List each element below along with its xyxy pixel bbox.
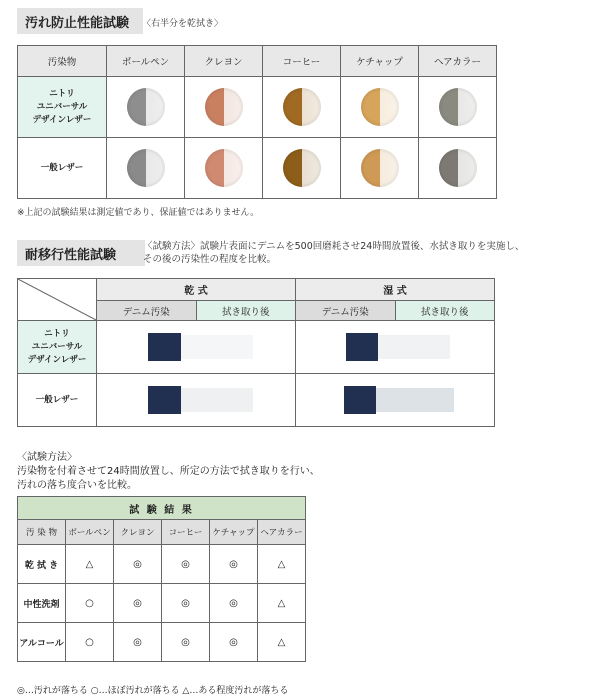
stain-swatch (283, 149, 321, 187)
row-header-nitori (18, 321, 97, 374)
row-label-line: 一般レザー (35, 394, 79, 405)
result-cell: ◎ (162, 623, 210, 662)
stain-test-heading (17, 8, 143, 34)
row-label-line: ニトリ (44, 328, 70, 339)
result-cell: ◎ (114, 623, 162, 662)
result-cell: ◎ (162, 545, 210, 584)
result-method (17, 451, 320, 493)
stain-swatch (439, 88, 477, 126)
swatch-cell (419, 138, 497, 199)
migration-test-title: 耐移行性能試験 (25, 247, 117, 263)
swatch-cell (185, 77, 263, 138)
diagonal-line (18, 279, 96, 320)
row-header: 中性洗剤 (18, 584, 66, 623)
column-header: クレヨン (114, 520, 162, 545)
stain-swatch (127, 88, 165, 126)
result-cell: △ (258, 545, 306, 584)
stain-test-note: 〈右半分を乾拭き〉 (142, 19, 224, 29)
result-cell: ◎ (210, 623, 258, 662)
result-cell: △ (258, 584, 306, 623)
stain-swatch (127, 149, 165, 187)
method-line: 〈試験方法〉試験片表面にデニムを500回磨耗させ24時間放置後、水拭き取りを実施し、 (143, 241, 525, 252)
stain-test-disclaimer: ※上記の試験結果は測定値であり、保証値ではありません。 (17, 208, 260, 218)
stain-swatch (361, 149, 399, 187)
row-header-nitori (18, 77, 107, 138)
wiped-sample (181, 388, 253, 412)
swatch-cell (419, 77, 497, 138)
column-header: 汚 染 物 (18, 520, 66, 545)
group-wet: 湿 式 (296, 279, 495, 301)
swatch-cell (341, 77, 419, 138)
wet-result-cell (296, 321, 495, 374)
result-cell: ○ (66, 623, 114, 662)
table-row (18, 138, 497, 199)
dry-result-cell (97, 374, 296, 427)
stain-swatch (283, 88, 321, 126)
table-row (18, 623, 306, 662)
results-title-row (18, 497, 306, 520)
table-row (18, 545, 306, 584)
result-cell: ◎ (210, 545, 258, 584)
method-line: その後の汚染性の程度を比較。 (143, 254, 277, 265)
results-legend: ◎…汚れが落ちる ○…ほぼ汚れが落ちる △…ある程度汚れが落ちる (17, 686, 289, 696)
column-header: コーヒー (263, 46, 341, 77)
wiped-sample (378, 335, 450, 359)
wiped-sample (181, 335, 253, 359)
stain-test-title: 汚れ防止性能試験 (25, 15, 130, 31)
wiped-sample (376, 388, 454, 412)
subheader-wiped-dry: 拭き取り後 (196, 301, 296, 321)
stain-test-header-row (18, 46, 497, 77)
results-title: 試 験 結 果 (18, 497, 306, 520)
row-header: アルコール (18, 623, 66, 662)
row-label-line: デザインレザー (32, 114, 92, 125)
subheader-denim-wet: デニム汚染 (296, 301, 396, 321)
results-table (17, 496, 306, 662)
row-label-line: ユニバーサル (31, 341, 83, 352)
row-label-line: 一般レザー (40, 162, 84, 173)
result-cell: ◎ (114, 584, 162, 623)
column-header: ケチャップ (210, 520, 258, 545)
swatch-cell (263, 138, 341, 199)
row-header-general (18, 138, 107, 199)
group-dry: 乾 式 (97, 279, 296, 301)
dry-result-cell (97, 321, 296, 374)
migration-test-heading (17, 240, 145, 266)
method-line: 汚れの落ち度合いを比較。 (17, 480, 137, 491)
wet-result-cell (296, 374, 495, 427)
table-row (18, 77, 497, 138)
method-line: 汚染物を付着させて24時間放置し、所定の方法で拭き取りを行い、 (17, 466, 320, 477)
row-header: 乾 拭 き (18, 545, 66, 584)
denim-sample (344, 386, 376, 414)
stain-swatch (439, 149, 477, 187)
result-cell: ○ (66, 584, 114, 623)
column-header: ボールペン (107, 46, 185, 77)
column-header: ヘアカラー (258, 520, 306, 545)
swatch-cell (263, 77, 341, 138)
row-label-line: ユニバーサル (36, 101, 88, 112)
stain-swatch (361, 88, 399, 126)
column-header: ケチャップ (341, 46, 419, 77)
denim-sample (148, 333, 181, 361)
row-header-general (18, 374, 97, 427)
row-label-line: ニトリ (49, 88, 75, 99)
result-cell: △ (66, 545, 114, 584)
table-row (18, 321, 495, 374)
swatch-cell (107, 138, 185, 199)
corner-diagonal-cell (18, 279, 97, 321)
result-cell: ◎ (162, 584, 210, 623)
column-header: ボールペン (66, 520, 114, 545)
stain-test-table (17, 45, 497, 199)
column-header: クレヨン (185, 46, 263, 77)
swatch-cell (185, 138, 263, 199)
swatch-cell (341, 138, 419, 199)
denim-sample (148, 386, 181, 414)
result-cell: ◎ (114, 545, 162, 584)
column-header: コーヒー (162, 520, 210, 545)
swatch-cell (107, 77, 185, 138)
subheader-denim-dry: デニム汚染 (97, 301, 197, 321)
group-header-row (18, 279, 495, 301)
table-row (18, 584, 306, 623)
column-header: ヘアカラー (419, 46, 497, 77)
result-cell: △ (258, 623, 306, 662)
stain-swatch (205, 149, 243, 187)
table-row (18, 374, 495, 427)
row-label-line: デザインレザー (27, 354, 87, 365)
method-line: 〈試験方法〉 (17, 452, 77, 463)
stain-swatch (205, 88, 243, 126)
migration-test-table (17, 278, 495, 427)
result-cell: ◎ (210, 584, 258, 623)
column-header: 汚染物 (18, 46, 107, 77)
migration-test-method (143, 240, 524, 266)
results-header-row (18, 520, 306, 545)
denim-sample (346, 333, 378, 361)
subheader-wiped-wet: 拭き取り後 (395, 301, 495, 321)
